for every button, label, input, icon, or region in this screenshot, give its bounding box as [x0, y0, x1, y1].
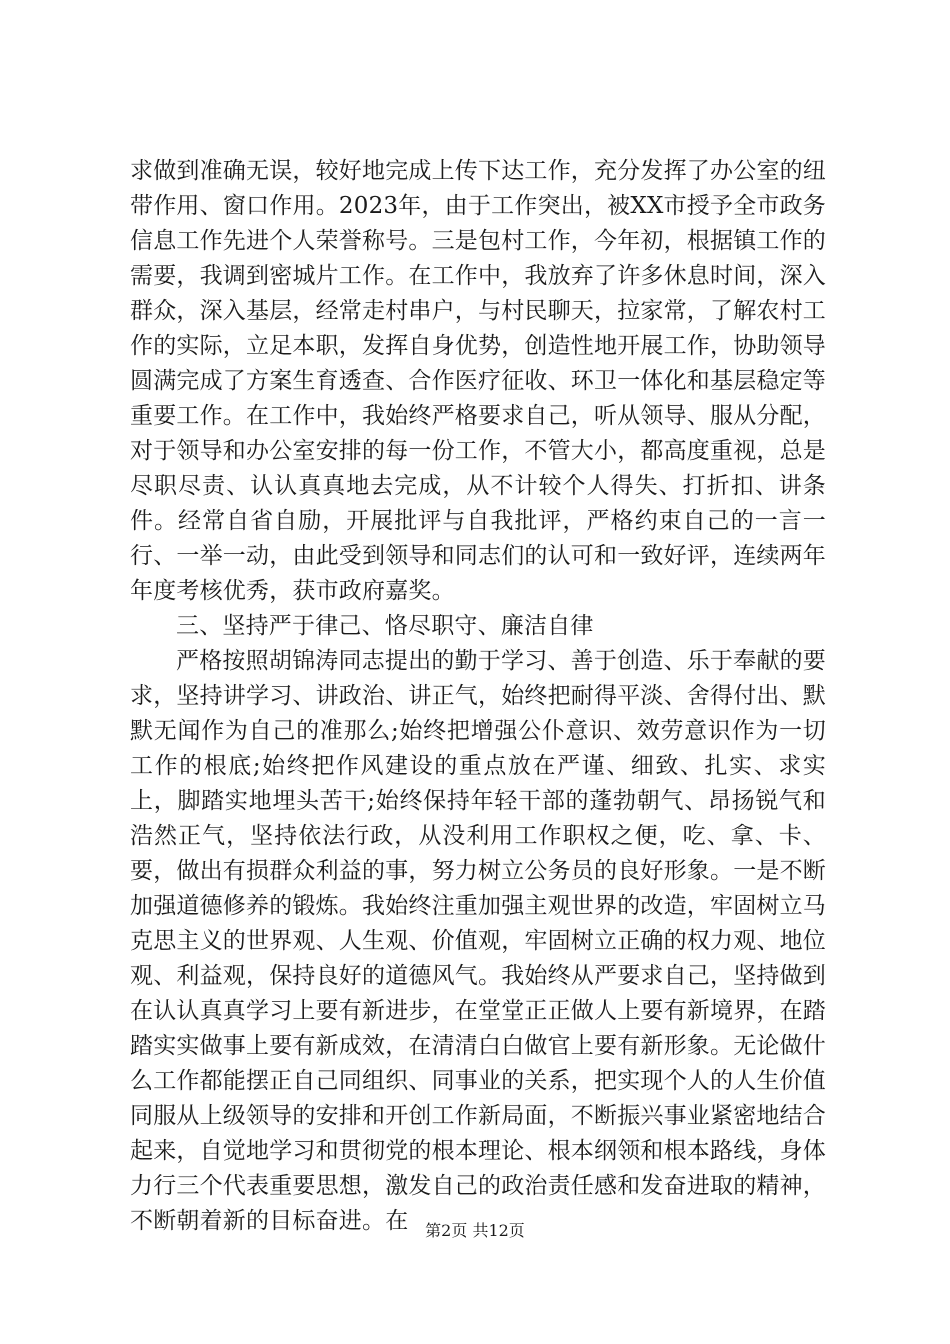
- section-heading: 三、坚持严于律己、恪尽职守、廉洁自律: [176, 613, 594, 639]
- paragraph-section-body: 严格按照胡锦涛同志提出的勤于学习、善于创造、乐于奉献的要求，坚持讲学习、讲政治、讲正气，始终把耐得平淡、舍得付出、默默无闻作为自己的准那么;始终把增强公仆意识、效劳意识作为一切工作的根底;始终把作风建设的重点放在严谨、细致、扎实、求实上，脚踏实地埋头苦干;始终保持年轻干部的蓬勃朝气、昂扬锐气和浩然正气，坚持依法行政，从没利用工作职权之便，吃、拿、卡、要，做出有损群众利益的事，努力树立公务员的良好形象。一是不断加强道德修养的锻炼。我始终注重加强主观世界的改造，牢固树立马克思主义的世界观、人生观、价值观，牢固树立正确的权力观、地位观、利益观，保持良好的道德风气。我始终从严要求自己，坚持做到在认认真真学习上要有新进步，在堂堂正正做人上要有新境界，在踏踏实实做事上要有新成效，在清清白白做官上要有新形象。无论做什么工作都能摆正自己同组织、同事业的关系，把实现个人的人生价值同服从上级领导的安排和开创工作新局面，不断振兴事业紧密地结合起来，自觉地学习和贯彻党的根本理论、根本纲领和根本路线，身体力行三个代表重要思想，激发自己的政治责任感和发奋进取的精神，不断朝着新的目标奋进。在: [130, 648, 826, 1234]
- paragraph-continuation: 求做到准确无误，较好地完成上传下达工作，充分发挥了办公室的纽带作用、窗口作用。2023年，由于工作突出，被XX市授予全市政务信息工作先进个人荣誉称号。三是包村工作，今年初，根据镇工作的需要，我调到密城片工作。在工作中，我放弃了许多休息时间，深入群众，深入基层，经常走村串户，与村民聊天，拉家常，了解农村工作的实际，立足本职，发挥自身优势，创造性地开展工作，协助领导圆满完成了方案生育透查、合作医疗征收、环卫一体化和基层稳定等重要工作。在工作中，我始终严格要求自己，听从领导、服从分配，对于领导和办公室安排的每一份工作，不管大小，都高度重视，总是尽职尽责、认认真真地去完成，从不计较个人得失、打折扣、讲条件。经常自省自励，开展批评与自我批评，严格约束自己的一言一行、一举一动，由此受到领导和同志们的认可和一致好评，连续两年年度考核优秀，获市政府嘉奖。: [130, 158, 826, 604]
- document-body: [130, 154, 826, 1239]
- page-footer: 第2页 共12页: [425, 1221, 525, 1240]
